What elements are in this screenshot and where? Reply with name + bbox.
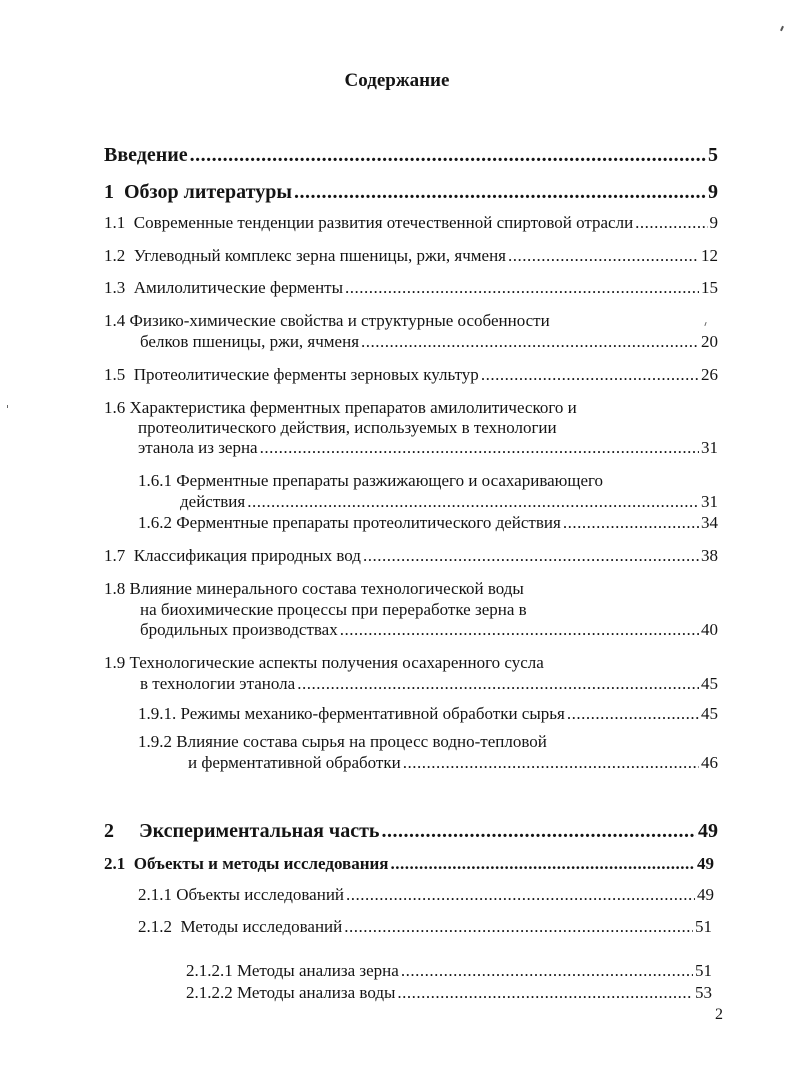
leader-dots — [363, 545, 699, 567]
toc-entry-label: 1.7 Классификация природных вод — [104, 546, 361, 565]
toc-entry-1-1[interactable] — [104, 212, 718, 234]
leader-dots — [381, 820, 696, 842]
toc-entry-1-3[interactable] — [104, 277, 718, 299]
toc-entry-page: 31 — [701, 492, 718, 511]
leader-dots — [397, 982, 693, 1004]
toc-entry-page: 51 — [695, 961, 712, 980]
toc-entry-page: 49 — [697, 854, 714, 873]
toc-entry-1-8-line1: 1.8 Влияние минерального состава технологической воды — [104, 579, 524, 598]
toc-entry-1-7[interactable] — [104, 545, 718, 567]
toc-entry-page: 49 — [698, 820, 718, 842]
toc-entry-1-4-line1: 1.4 Физико-химические свойства и структурные особенности — [104, 311, 550, 330]
leader-dots — [361, 331, 699, 353]
toc-entry-1-6-line2: протеолитического действия, используемых в технологии — [138, 418, 557, 437]
toc-entry-1-6-line1: 1.6 Характеристика ферментных препаратов амилолитического и — [104, 398, 577, 417]
toc-entry-2-1-1[interactable] — [138, 884, 714, 906]
toc-entry-label: 1.9.1. Режимы механико-ферментативной обработки сырья — [138, 704, 565, 723]
toc-entry-label: 2.1.2.2 Методы анализа воды — [186, 983, 396, 1002]
toc-entry-label: 1.2 Углеводный комплекс зерна пшеницы, ржи, ячменя — [104, 246, 506, 265]
toc-entry-page: 40 — [701, 620, 718, 639]
toc-entry-intro[interactable] — [104, 144, 718, 166]
toc-entry-page: 34 — [701, 513, 718, 532]
leader-dots — [190, 144, 706, 166]
toc-entry-2-1-2-2[interactable] — [186, 982, 712, 1004]
toc-entry-page: 9 — [709, 213, 718, 232]
toc-entry-page: 53 — [695, 983, 712, 1002]
toc-entry-2-1[interactable] — [104, 853, 714, 875]
leader-dots — [340, 619, 699, 641]
toc-entry-label: 2.1.2.1 Методы анализа зерна — [186, 961, 399, 980]
toc-entry-1-9-line1: 1.9 Технологические аспекты получения осахаренного сусла — [104, 653, 544, 672]
leader-dots — [346, 884, 695, 906]
toc-entry-1-9-2[interactable] — [188, 752, 718, 774]
toc-entry-2-1-2-1[interactable] — [186, 960, 712, 982]
toc-entry-page: 26 — [701, 365, 718, 384]
toc-entry-page: 38 — [701, 546, 718, 565]
toc-entry-chapter-2[interactable] — [104, 820, 718, 842]
toc-entry-label: 2.1.2 Методы исследований — [138, 917, 343, 936]
page-number: 2 — [715, 1006, 723, 1023]
toc-entry-1-8[interactable] — [140, 619, 718, 641]
toc-entry-label: 1.6.2 Ферментные препараты протеолитического действия — [138, 513, 561, 532]
scan-speck — [7, 405, 8, 408]
toc-entry-label: 1.1 Современные тенденции развития отечественной спиртовой отрасли — [104, 213, 634, 232]
leader-dots — [567, 703, 699, 725]
toc-entry-1-9-1[interactable] — [138, 703, 718, 725]
leader-dots — [344, 916, 693, 938]
leader-dots — [481, 364, 699, 386]
toc-entry-page: 31 — [701, 438, 718, 457]
leader-dots — [508, 245, 699, 267]
toc-entry-1-5[interactable] — [104, 364, 718, 386]
toc-entry-page: 45 — [701, 704, 718, 723]
toc-entry-page: 20 — [701, 332, 718, 351]
leader-dots — [403, 752, 699, 774]
toc-entry-page: 12 — [701, 246, 718, 265]
toc-entry-chapter-1[interactable] — [104, 181, 718, 203]
toc-entry-page: 15 — [701, 278, 718, 297]
toc-entry-page: 5 — [708, 144, 718, 166]
toc-entry-page: 46 — [701, 753, 718, 772]
toc-entry-label: 2.1 Объекты и методы исследования — [104, 854, 389, 873]
toc-entry-label: белков пшеницы, ржи, ячменя — [140, 332, 360, 351]
toc-entry-1-4[interactable] — [140, 331, 718, 353]
scan-speck — [704, 322, 706, 326]
toc-entry-label: 2.1.1 Объекты исследований — [138, 885, 345, 904]
leader-dots — [635, 212, 707, 234]
leader-dots — [391, 853, 696, 875]
toc-entry-label: действия — [180, 492, 246, 511]
leader-dots — [401, 960, 693, 982]
toc-entry-1-2[interactable] — [104, 245, 718, 267]
toc-entry-page: 9 — [708, 181, 718, 203]
toc-entry-2-1-2[interactable] — [138, 916, 712, 938]
toc-entry-page: 49 — [697, 885, 714, 904]
toc-entry-1-6[interactable] — [138, 437, 718, 459]
leader-dots — [563, 512, 699, 534]
toc-entry-label: 1.3 Амилолитические ферменты — [104, 278, 344, 297]
toc-entry-label: и ферментативной обработки — [188, 753, 401, 772]
leader-dots — [297, 673, 699, 695]
toc-entry-1-6-1[interactable] — [180, 491, 718, 513]
leader-dots — [345, 277, 699, 299]
toc-entry-label: в технологии этанола — [140, 674, 296, 693]
toc-entry-label: 2 Экспериментальная часть — [104, 820, 380, 842]
scan-speck — [780, 26, 784, 31]
toc-entry-page: 45 — [701, 674, 718, 693]
leader-dots — [247, 491, 699, 513]
toc-entry-label: Введение — [104, 144, 188, 166]
toc-entry-label: бродильных производствах — [140, 620, 338, 639]
toc-entry-page: 51 — [695, 917, 712, 936]
toc-entry-1-6-1-line1: 1.6.1 Ферментные препараты разжижающего и осахаривающего — [138, 471, 604, 490]
toc-entry-1-6-2[interactable] — [138, 512, 718, 534]
toc-entry-label: этанола из зерна — [138, 438, 258, 457]
toc-entry-label: 1 Обзор литературы — [104, 181, 292, 203]
leader-dots — [294, 181, 706, 203]
toc-entry-1-8-line2: на биохимические процессы при переработке зерна в — [140, 600, 527, 619]
toc-entry-label: 1.5 Протеолитические ферменты зерновых культур — [104, 365, 479, 384]
leader-dots — [260, 437, 699, 459]
toc-entry-1-9[interactable] — [140, 673, 718, 695]
toc-entry-1-9-2-line1: 1.9.2 Влияние состава сырья на процесс водно-тепловой — [138, 732, 547, 751]
page-title: Содержание — [344, 70, 450, 91]
